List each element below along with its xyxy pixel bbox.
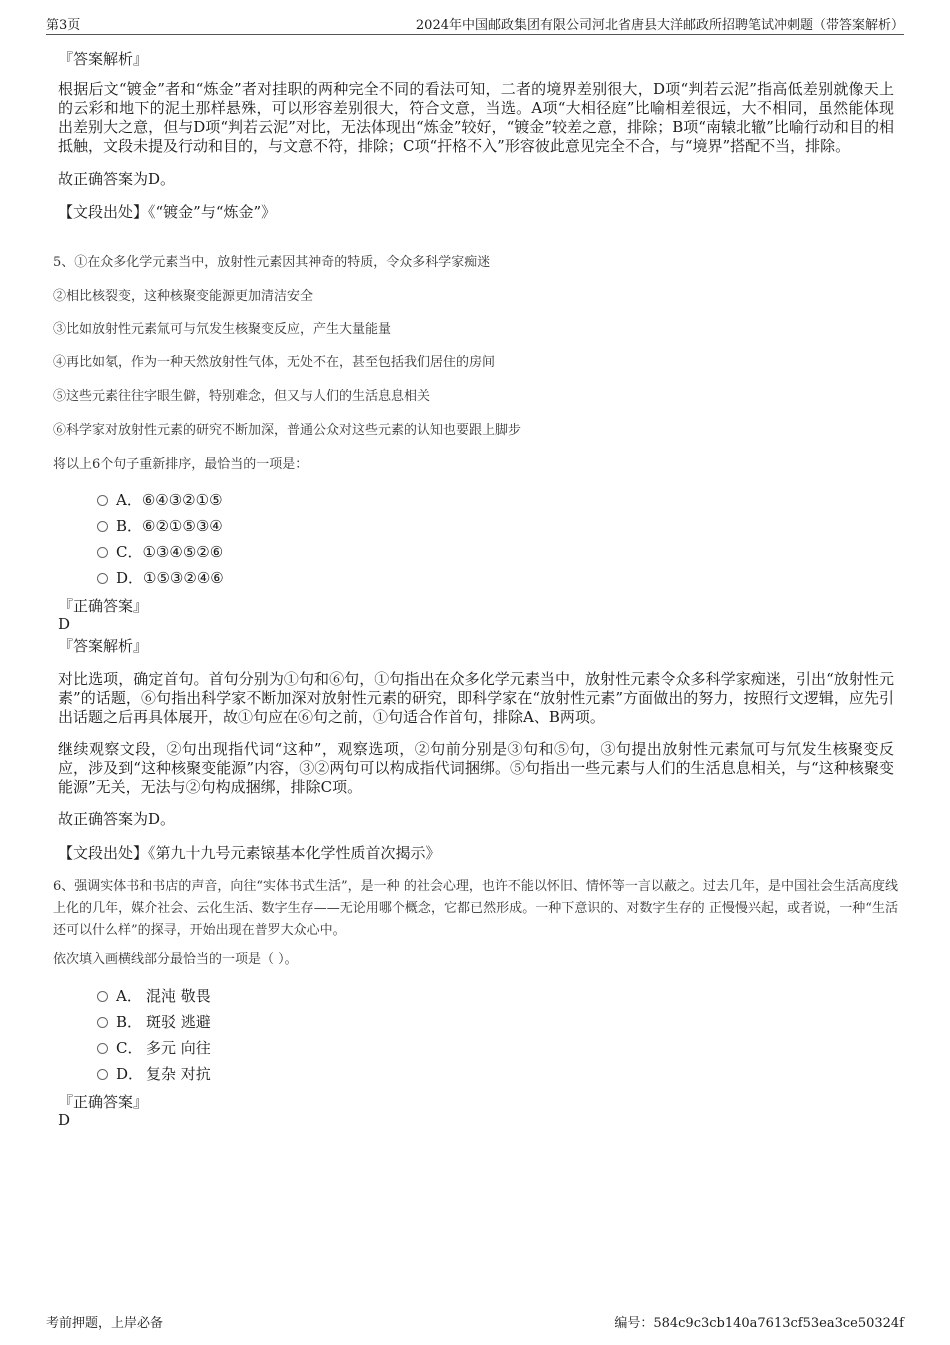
radio-icon[interactable] — [97, 521, 108, 532]
q6-text: 6、强调实体书和书店的声音，向往“实体书式生活”，是一种 的社会心理，也许不能以怀旧、情怀等一言以蔽之。过去几年，是中国社会生活高度线上化的几年，媒介社会、云化生活、数字生存——无论用哪个概念，它都已然形成。一种下意识的、对数字生存的 正慢慢兴起，或者说，一种“生活还可以什么样”的探寻，开始出现在普罗大众心中。 — [53, 879, 898, 938]
page-footer — [46, 1312, 904, 1332]
q5-prompt: 将以上6个句子重新排序，最恰当的一项是： — [53, 457, 309, 472]
q5-conclusion: 故正确答案为D。 — [58, 810, 176, 828]
q5-option-c[interactable]: C．①③④⑤②⑥ — [97, 542, 223, 562]
q6-option-d[interactable]: D． 复杂 对抗 — [97, 1064, 211, 1084]
source: 【文段出处】《“镀金”与“炼金”》 — [58, 203, 277, 221]
q6-prompt: 依次填入画横线部分最恰当的一项是（ ）。 — [53, 952, 298, 967]
radio-icon[interactable] — [97, 1017, 108, 1028]
radio-icon[interactable] — [97, 495, 108, 506]
q5-line-1: 5、①在众多化学元素当中，放射性元素因其神奇的特质，令众多科学家痴迷 — [53, 255, 491, 270]
q6-option-b[interactable]: B． 斑驳 逃避 — [97, 1012, 211, 1032]
radio-icon[interactable] — [97, 573, 108, 584]
q5-line-4: ④再比如氡，作为一种天然放射性气体，无处不在，甚至包括我们居住的房间 — [53, 355, 496, 370]
q6-answer-label: 『正确答案』 — [58, 1093, 149, 1111]
analysis-text: 根据后文“镀金”者和“炼金”者对挂职的两种完全不同的看法可知，二者的境界差别很大，D项“判若云泥”指高低差别就像天上的云彩和地下的泥土那样悬殊，可以形容差别很大，符合文意，当选。A项“大相径庭”比喻相差很远，大不相同，虽然能体现出差别大之意，但与D项“判若云泥”对比，无法体现出“炼金”较好，“镀金”较差之意，排除；B项“南辕北辙”比喻行动和目的相抵触，文段未提及行动和目的，与文意不符，排除；C项“扞格不入”形容彼此意见完全不合，与“境界”搭配不当，排除。 — [58, 80, 894, 155]
page-header — [46, 14, 904, 35]
q5-option-a[interactable]: A．⑥④③②①⑤ — [97, 490, 223, 510]
q6-option-a[interactable]: A． 混沌 敬畏 — [97, 986, 211, 1006]
q5-answer-label: 『正确答案』 — [58, 597, 149, 615]
radio-icon[interactable] — [97, 1069, 108, 1080]
radio-icon[interactable] — [97, 547, 108, 558]
radio-icon[interactable] — [97, 1043, 108, 1054]
analysis-label: 『答案解析』 — [58, 50, 149, 68]
footer-code: 编号：584c9c3cb140a7613cf53ea3ce50324f — [614, 1316, 904, 1331]
radio-icon[interactable] — [97, 991, 108, 1002]
q5-answer: D — [58, 615, 71, 633]
q5-analysis-1: 对比选项，确定首句。首句分别为①句和⑥句，①句指出在众多化学元素当中，放射性元素令众多科学家痴迷，引出“放射性元素”的话题，⑥句指出科学家不断加深对放射性元素的研究，即科学家在“放射性元素”方面做出的努力，按照行文逻辑，应先引出话题之后再具体展开，故①句应在⑥句之前，①句适合作首句，排除A、B两项。 — [58, 670, 894, 726]
conclusion: 故正确答案为D。 — [58, 170, 176, 188]
q5-option-d[interactable]: D．①⑤③②④⑥ — [97, 568, 224, 588]
q5-line-5: ⑤这些元素往往字眼生僻，特别难念，但又与人们的生活息息相关 — [53, 389, 431, 404]
q5-analysis-label: 『答案解析』 — [58, 637, 149, 655]
q6-option-c[interactable]: C． 多元 向往 — [97, 1038, 211, 1058]
page-number: 第3页 — [46, 18, 81, 33]
document-title: 2024年中国邮政集团有限公司河北省唐县大洋邮政所招聘笔试冲刺题（带答案解析） — [415, 18, 904, 33]
q5-analysis-2: 继续观察文段，②句出现指代词“这种”，观察选项，②句前分别是③句和⑤句，③句提出放射性元素氚可与氘发生核聚变反应，涉及到“这种核聚变能源”内容，③②两句可以构成指代词捆绑。⑤句指出一些元素与人们的生活息息相关，与“这种核聚变能源”无关，无法与②句构成捆绑，排除C项。 — [58, 740, 894, 796]
q6-answer: D — [58, 1111, 71, 1129]
q5-option-b[interactable]: B．⑥②①⑤③④ — [97, 516, 223, 536]
q5-line-2: ②相比核裂变，这种核聚变能源更加清洁安全 — [53, 289, 314, 304]
q5-line-3: ③比如放射性元素氚可与氘发生核聚变反应，产生大量能量 — [53, 322, 392, 337]
q5-line-6: ⑥科学家对放射性元素的研究不断加深，普通公众对这些元素的认知也要跟上脚步 — [53, 423, 522, 438]
footer-slogan: 考前押题，上岸必备 — [46, 1316, 164, 1331]
q5-source: 【文段出处】《第九十九号元素锿基本化学性质首次揭示》 — [58, 844, 441, 862]
